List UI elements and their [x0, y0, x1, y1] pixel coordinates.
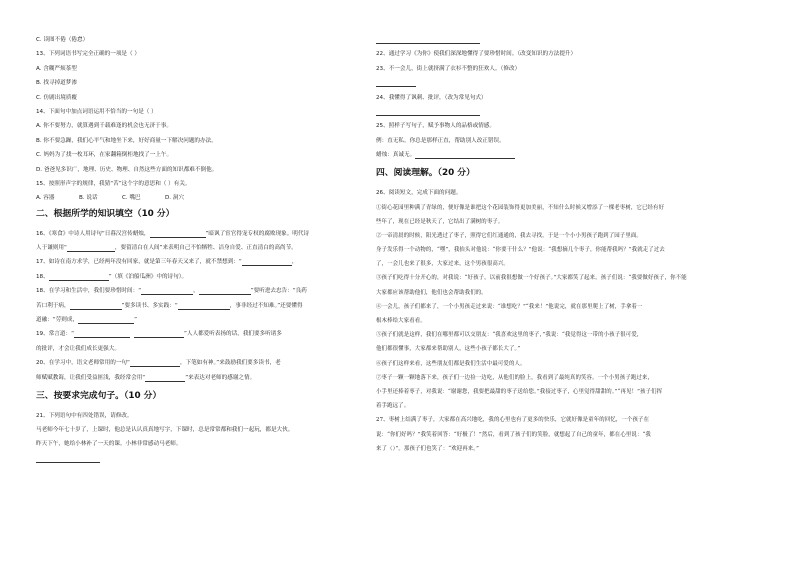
q24-answer-line — [376, 108, 756, 116]
q23-answer-line — [376, 79, 756, 87]
q14-option-d: D. 爸爸见多识广，地理、历史、物理、自然这些方面的知识都难不倒他。 — [36, 166, 218, 173]
q12-option-c: C. 读图不倦（倦怠） — [36, 37, 89, 43]
answer-blank[interactable] — [36, 455, 100, 463]
passage-line: 根木棒给大家看看。 — [376, 318, 426, 325]
q19-line-2: 的批评，才会让我们成长更强大。 — [36, 345, 120, 352]
answer-blank[interactable] — [376, 36, 480, 44]
answer-blank[interactable] — [70, 302, 122, 310]
answer-blank[interactable] — [150, 230, 206, 238]
passage-line: 小手里还捧着枣子，对我说：“谢谢您，我要把最甜的枣子送给您。”我接过枣子，心里觉得甜甜的。”“再见！”孩子们挥 — [376, 388, 663, 395]
passage-line: 27、枣树上结满了枣子，大家都在高兴地吃，我的心里也有了更多的快乐，它就好像是童年的回忆，一个孩子在 — [376, 417, 650, 424]
q18-line-1: 18、在学习和生活中，我们要珍惜时间：“ ， ”要听进去忠告：“良药 — [36, 288, 307, 295]
answer-blank[interactable] — [199, 287, 251, 295]
q15-option-b: B. 说话 — [79, 195, 98, 202]
q21-stem: 21、下列语句中有四处错误，请修改。 — [36, 412, 133, 419]
passage-line: 了，一会儿也来了很多，大家过来，这个男孩很高兴。 — [376, 261, 509, 268]
q14-option-c: C. 妈妈为了找一枚耳环，在家翻箱倒柜地找了一上午。 — [36, 152, 173, 159]
section-2-heading: 二、根据所学的知识填空（10 分） — [36, 208, 175, 219]
q18-line-2: 苦口利于病， ”要多读书、多实践：“ ，事非经过不知难。”还要懂得 — [36, 302, 303, 309]
left-column — [36, 36, 374, 469]
answer-blank[interactable] — [134, 330, 184, 338]
q23-stem: 23、不一会儿，街上就挤满了衣衫不整的狂欢人。（修改） — [376, 65, 521, 72]
q26-stem: 26、阅读短文，完成下面的问题。 — [376, 190, 462, 197]
answer-blank[interactable] — [376, 79, 416, 87]
q13-stem: 13、下列词语书写完全正确的一项是（ ） — [36, 51, 140, 58]
q15-option-a: A. 容器 — [36, 195, 55, 202]
answer-blank[interactable] — [74, 330, 130, 338]
q13-option-a: A. 含糊严烦茶型 — [36, 65, 77, 72]
q25-stem: 25、照样子写句子，赋予事物人的品格或情感。 — [376, 123, 495, 130]
passage-line: ⑥孩子们这样来看，这些朋友们都是我们生活中最可爱的人。 — [376, 360, 526, 367]
passage-line: ①街心花园里种满了青绿的，便好像是谁把这个花园装饰得更加美丽，不知什么时候又增添了一棵老枣树，它已经有好 — [376, 204, 665, 211]
q25-answer: 蜡烛：真诚无。 — [376, 151, 756, 159]
answer-blank[interactable] — [242, 258, 292, 266]
q13-option-b: B. 找寻掉道梦渗 — [36, 80, 77, 87]
q17-line-1: 17、如诗在南方求学，已经两年没有回家，就是第三年春天又来了，就不禁想到：“ ， — [36, 259, 298, 266]
q22-stem: 22、通过学习《为你》使我们深深地懂得了要珍惜时间。（改变知识的方法提升） — [376, 51, 577, 58]
q15-option-d: D. 洞穴 — [165, 195, 185, 202]
q24-stem: 24、我懂得了讽刺、批评，（改为常见句式） — [376, 94, 487, 101]
answer-blank[interactable] — [376, 108, 480, 116]
passage-line: 他们都很懂事，大家都来帮助别人，这些小孩子都长大了。” — [376, 346, 521, 353]
passage-line: ③孩子们吃得十分开心的，对我说：“好孩子，以前我很想做一个好孩子。”大家都笑了起来。孩子们说：“我要做好孩子，你不能 — [376, 275, 687, 282]
q16-line-1: 16、《寒食》中诗人用诗句“日暮汉宫传蜡烛， ”暗讽了宦官得宠专权的腐败现象。明代诗 — [36, 230, 310, 237]
answer-blank[interactable] — [49, 273, 109, 281]
section-4-heading: 四、阅读理解。（20 分） — [376, 168, 475, 179]
answer-blank[interactable] — [67, 244, 115, 252]
answer-blank[interactable] — [145, 374, 185, 382]
answer-blank[interactable] — [178, 302, 230, 310]
q14-option-b: B. 你不要急躁，我们心平气和地坐下来，好好商量一下解决问题的办法。 — [36, 137, 217, 144]
passage-line: 来了（）”。那孩子们也笑了：“欢迎再来。” — [376, 445, 480, 452]
q15-stem: 15、按照形声字的规律，我猜“苦”这个字的意思和（ ）有关。 — [36, 180, 191, 187]
passage-line: ②一帝清晨的时候，阳光透过了枣子，照得它们红通通的，我去寻找。于是一个小小男孩子跑到了园子里面。 — [376, 232, 642, 239]
q17-line-2: 18、 ”（填《泊船瓜洲》中的诗句）。 — [36, 273, 188, 280]
q25-example: 例：直无私。你总是那样正直，帮助别人改正错误。 — [376, 137, 505, 144]
q21-text-1: 马老师今年七十岁了，上课时，他总是认认真真地写字，下课时，总是常常都和我们一起玩，都是大伙。 — [36, 426, 294, 433]
q14-stem: 14、下面句中加点词语运用不恰当的一句是（ ） — [36, 108, 157, 115]
section-3-heading: 三、按要求完成句子。（10 分） — [36, 390, 162, 401]
passage-line: 身子发乐得一个动物的，“嘿”，我抬头对他说：“你要干什么？”他说：“我想摘几个枣子，你能帮我吗？”我就走了过去 — [376, 247, 665, 254]
answer-line-top — [376, 36, 756, 44]
q16-line-2: 人于谦则用“ ，要留清白在人间”来表明自己不怕牺牲、洁身自爱、正直清白的高尚节。 — [36, 245, 297, 252]
answer-blank[interactable] — [141, 287, 193, 295]
q20-line-2: 师赋赋教诲，让我们受益匪浅，我经常会用“ ”来表达对老师的感谢之情。 — [36, 374, 256, 381]
answer-blank[interactable] — [130, 359, 180, 367]
passage-line: 着手跑远了。 — [376, 403, 410, 410]
right-column — [376, 36, 756, 459]
q15-option-c: C. 嘴巴 — [122, 195, 141, 202]
q19-line-1: 19、常言道：“ ”人人都爱听表扬的话，我们要多听诸多 — [36, 331, 282, 338]
q15-options — [36, 194, 374, 202]
passage-line: 些年了，现在已经是秋天了，它结出了满树的枣子。 — [376, 218, 504, 225]
passage-line: 说：“你们好吗？”我笑着回答：“好极了！”然后，看到了孩子们的笑脸，就想起了自己的童年，都在心里说：“我 — [376, 431, 651, 438]
q14-option-a: A. 你不要努力，就算遇到千载难逢的机会也无济于事。 — [36, 123, 172, 130]
passage-line: ⑤孩子们就是这样，我们在哪里都可以交朋友：“我喜欢这里的枣子，”我说：“我觉得这一带的小孩子很可爱， — [376, 332, 643, 339]
q13-option-c: C. 仿剧出境质覆 — [36, 94, 78, 101]
answer-blank[interactable] — [78, 316, 134, 324]
q20-line-1: 20、在学习中，语文老师常用的一句“ ，下笔如有神。”来鼓励我们要多读书，老 — [36, 360, 281, 367]
passage-line: 大家都应该帮助他们，他们也会帮助我们的。 — [376, 289, 487, 296]
passage-line: ④一会儿，孩子们都来了，一个小男孩走过来说：“谁想吃？”“我来！”他说完，就在那里爬上了树，手拿着一 — [376, 303, 643, 310]
q21-answer-line — [36, 455, 374, 463]
answer-blank[interactable] — [415, 151, 515, 159]
passage-line: ⑦枣子一颗一颗地落下来，孩子们一边捡一边吃，从他们的脸上，我看到了最纯真的笑容。一个小男孩子跑过来， — [376, 374, 654, 381]
q18-line-3: 道融：“劳则成， ” — [36, 317, 137, 324]
q21-text-2: 昨天下午，她给小林补了一天的课。小林非常感动马老师。 — [36, 441, 182, 448]
